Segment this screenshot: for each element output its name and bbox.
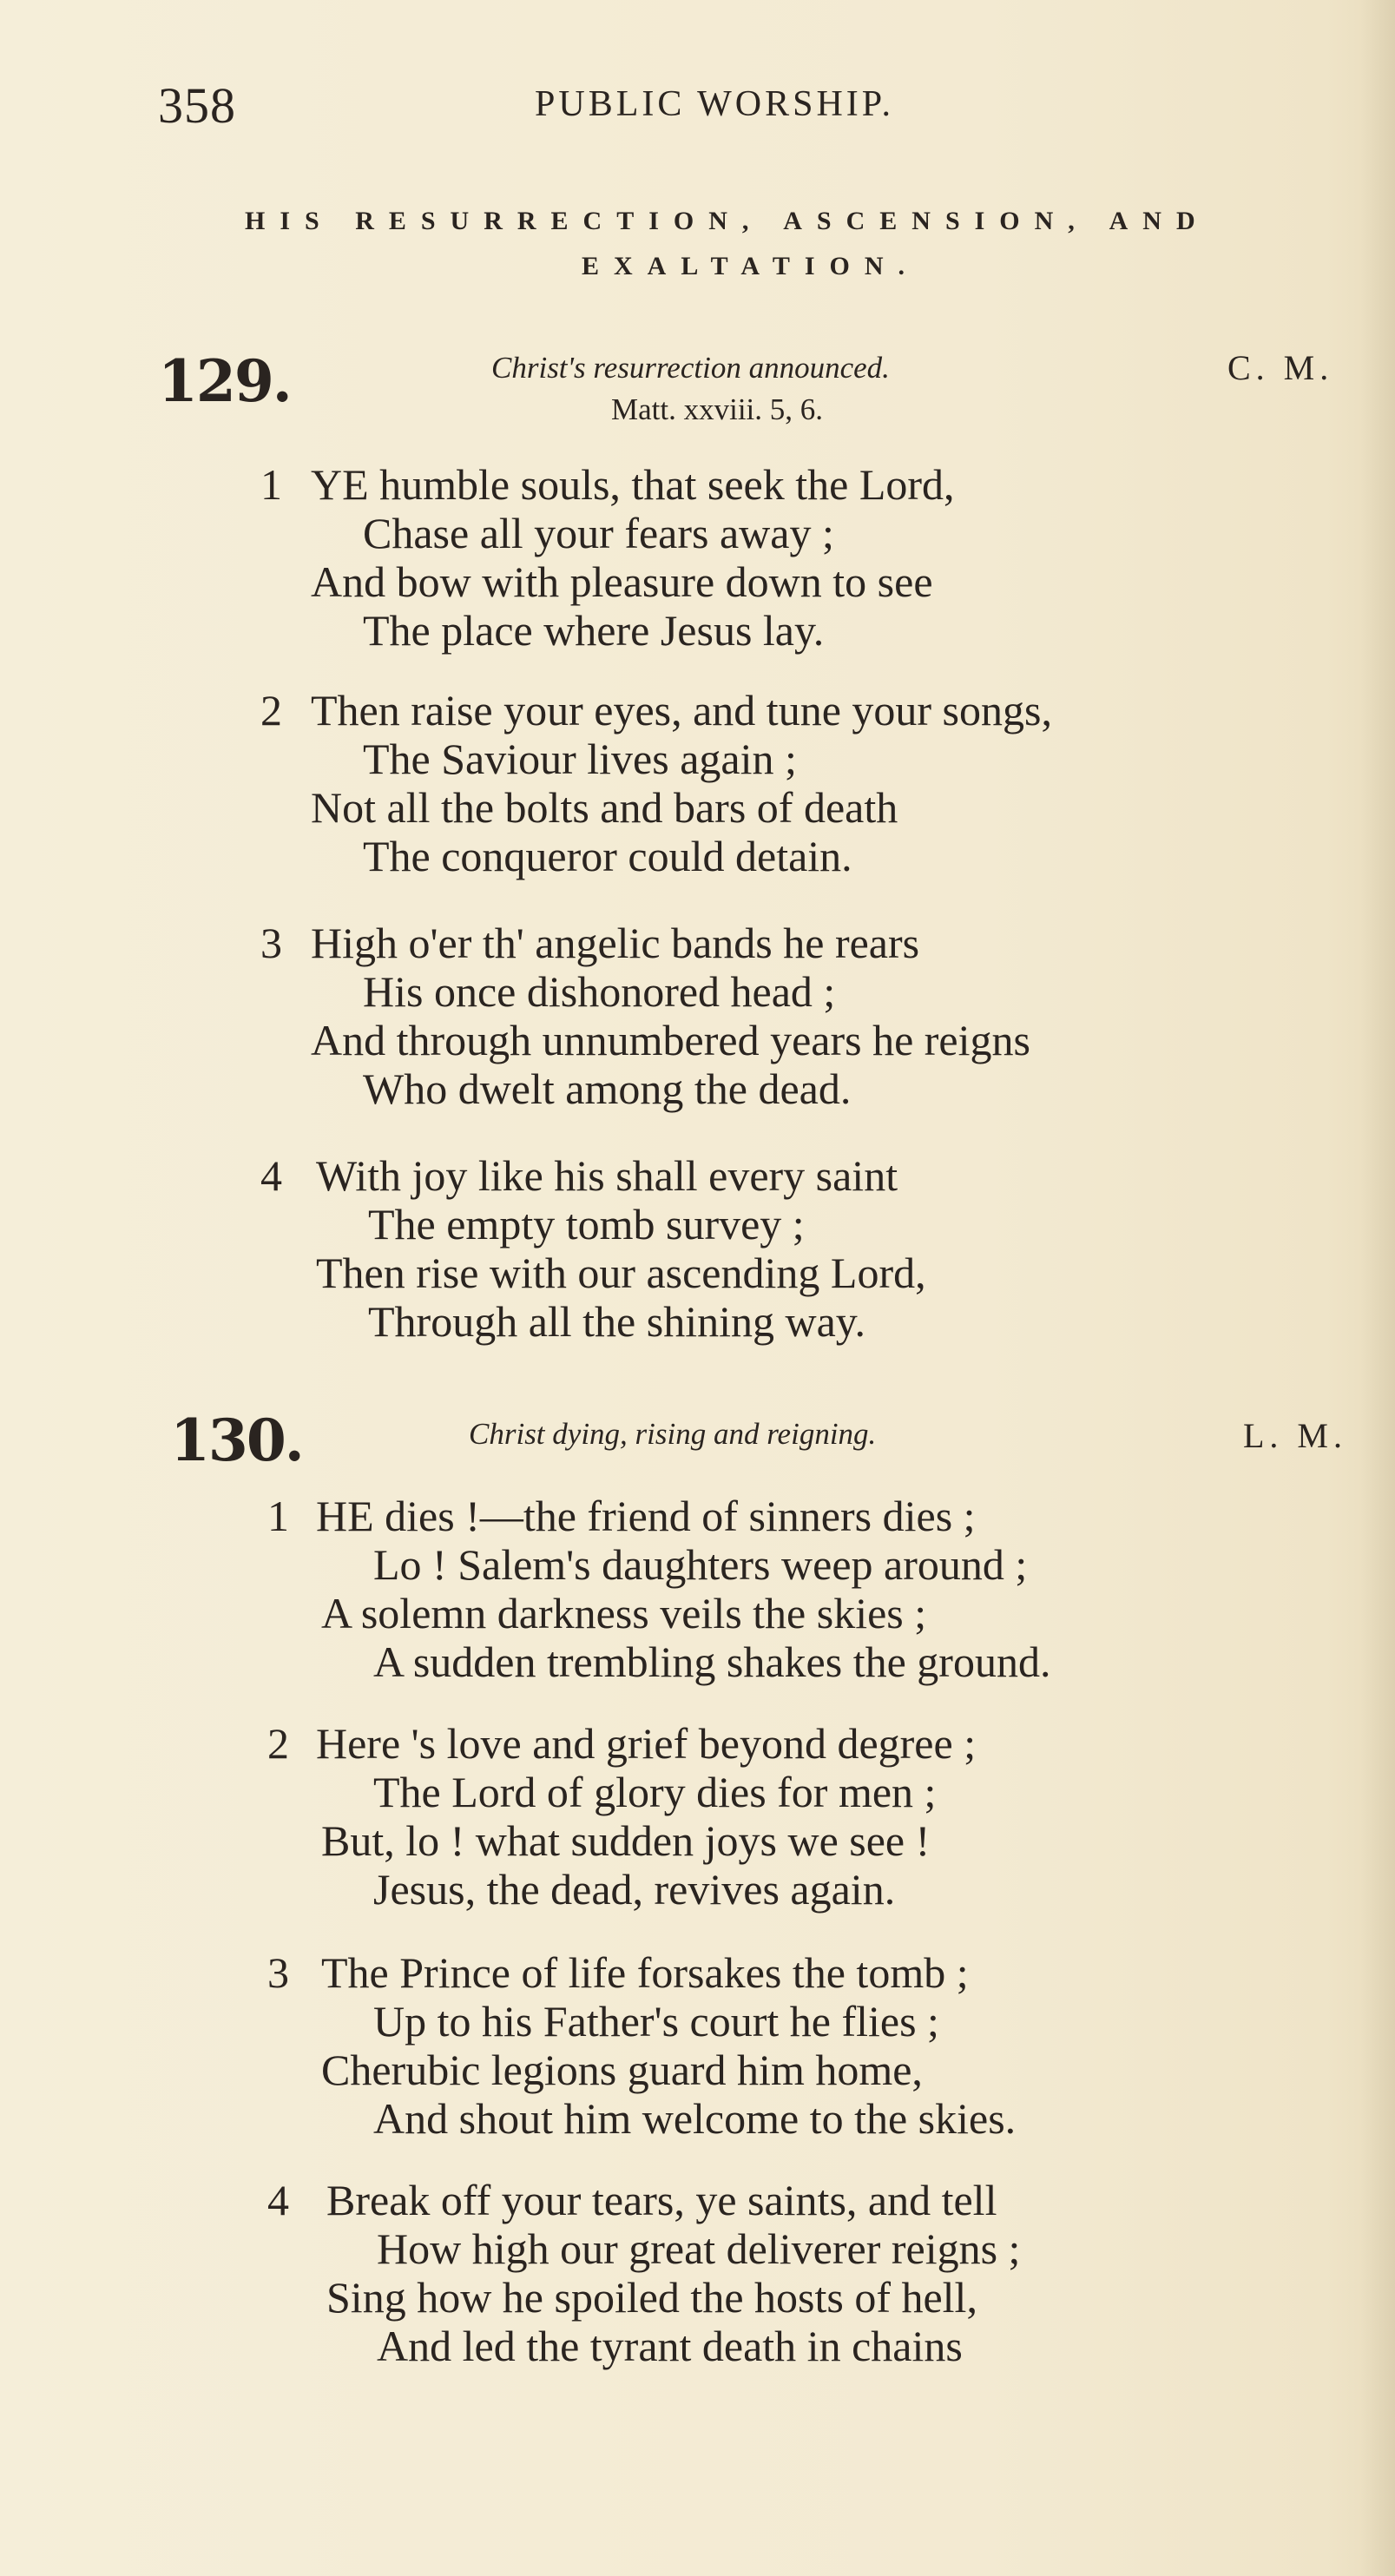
stanza-number: 2 xyxy=(260,686,282,735)
page-edge-shadow xyxy=(1360,0,1395,2576)
verse-line: The conqueror could detain. xyxy=(363,832,852,880)
verse-line: A sudden trembling shakes the ground. xyxy=(373,1637,1051,1686)
verse-line: Lo ! Salem's daughters weep around ; xyxy=(373,1540,1028,1589)
verse-line: How high our great deliverer reigns ; xyxy=(377,2224,1021,2273)
hymn-title: Christ's resurrection announced. xyxy=(491,351,890,385)
verse-line: And led the tyrant death in chains xyxy=(377,2322,963,2370)
hymn-title: Christ dying, rising and reigning. xyxy=(469,1417,877,1451)
verse-line: The Prince of life forsakes the tomb ; xyxy=(321,1948,969,1997)
verse-line: The place where Jesus lay. xyxy=(363,606,825,655)
hymn-number: 130. xyxy=(170,1407,303,1474)
verse-line: Chase all your fears away ; xyxy=(363,509,834,557)
verse-line: Break off your tears, ye saints, and tell xyxy=(326,2176,997,2224)
verse-line: A solemn darkness veils the skies ; xyxy=(321,1589,927,1637)
verse-line: Cherubic legions guard him home, xyxy=(321,2046,923,2094)
verse-line: And through unnumbered years he reigns xyxy=(311,1016,1030,1064)
verse-line: Up to his Father's court he flies ; xyxy=(373,1997,939,2046)
verse-line: The Lord of glory dies for men ; xyxy=(373,1768,937,1816)
page-number: 358 xyxy=(158,77,236,134)
verse-line: Who dwelt among the dead. xyxy=(363,1064,852,1113)
running-head: PUBLIC WORSHIP. xyxy=(535,84,894,124)
hymn-meter: L. M. xyxy=(1243,1416,1347,1455)
hymn-meter: C. M. xyxy=(1227,348,1334,387)
verse-line: His once dishonored head ; xyxy=(363,967,836,1016)
verse-line: And bow with pleasure down to see xyxy=(311,557,933,606)
stanza-number: 3 xyxy=(267,1948,289,1997)
verse-line: Jesus, the dead, revives again. xyxy=(373,1865,896,1914)
verse-line: Through all the shining way. xyxy=(368,1297,866,1346)
verse-line: The Saviour lives again ; xyxy=(363,735,797,783)
verse-line: Then rise with our ascending Lord, xyxy=(316,1248,926,1297)
verse-line: HE dies !—the friend of sinners dies ; xyxy=(316,1492,976,1540)
verse-line: High o'er th' angelic bands he rears xyxy=(311,919,920,967)
verse-line: Sing how he spoiled the hosts of hell, xyxy=(326,2273,977,2322)
stanza-number: 3 xyxy=(260,919,282,967)
hymn-number: 129. xyxy=(158,347,291,415)
verse-line: And shout him welcome to the skies. xyxy=(373,2094,1017,2143)
stanza-number: 1 xyxy=(267,1492,289,1540)
section-heading-line-1: HIS RESURRECTION, ASCENSION, AND xyxy=(245,207,1210,235)
verse-line: With joy like his shall every saint xyxy=(316,1151,898,1200)
verse-line: YE humble souls, that seek the Lord, xyxy=(311,460,955,509)
stanza-number: 4 xyxy=(260,1151,282,1200)
section-heading-line-2: EXALTATION. xyxy=(582,252,920,280)
verse-line: Then raise your eyes, and tune your songs, xyxy=(311,686,1052,735)
verse-line: The empty tomb survey ; xyxy=(368,1200,805,1248)
verse-line: Not all the bolts and bars of death xyxy=(311,783,898,832)
verse-line: Here 's love and grief beyond degree ; xyxy=(316,1719,977,1768)
scripture-reference: Matt. xxviii. 5, 6. xyxy=(611,392,824,426)
stanza-number: 4 xyxy=(267,2176,289,2224)
stanza-number: 2 xyxy=(267,1719,289,1768)
stanza-number: 1 xyxy=(260,460,282,509)
verse-line: But, lo ! what sudden joys we see ! xyxy=(321,1816,931,1865)
